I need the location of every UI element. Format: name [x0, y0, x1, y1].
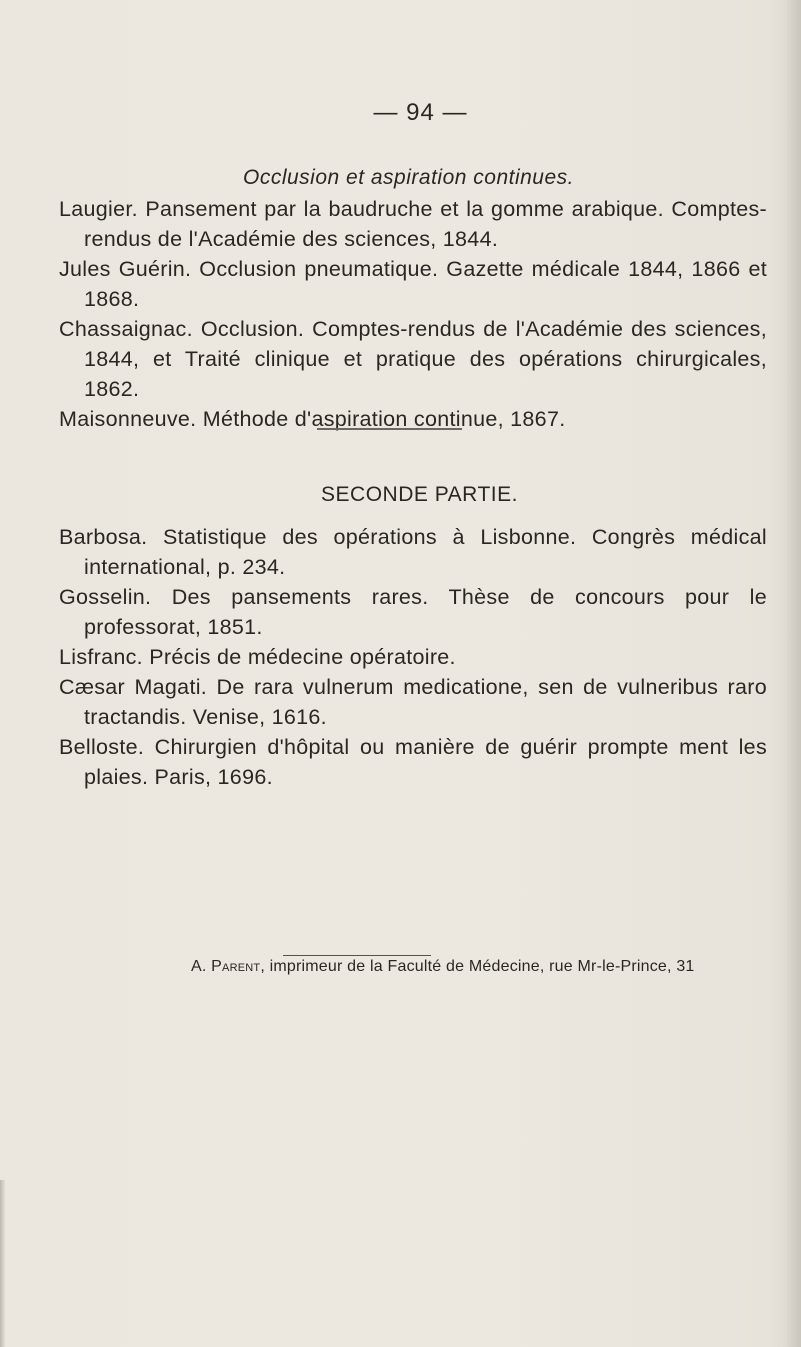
reference-entry: Chassaignac. Occlusion. Comptes-rendus de l'Académie des sciences, 1844, et Traité clinique et pratique des opérations chirurgicales, 1862.	[59, 317, 767, 401]
printer-address: imprimeur de la Faculté de Médecine, rue Mr-le-Prince, 31	[264, 958, 695, 975]
reference-list-part-two	[0, 522, 801, 792]
reference-entry: Barbosa. Statistique des opérations à Lisbonne. Congrès médical international, p. 234.	[59, 525, 767, 579]
reference-entry: Cæsar Magati. De rara vulnerum medicatione, sen de vulneribus raro tractandis. Venise, 1616.	[59, 675, 767, 729]
reference-entry: Belloste. Chirurgien d'hôpital ou manière de guérir prompte ment les plaies. Paris, 1696.	[59, 735, 767, 789]
reference-entry: Maisonneuve. Méthode d'aspiration continue, 1867.	[59, 407, 566, 431]
section-divider	[317, 428, 462, 430]
part-two-title: SECONDE PARTIE.	[321, 483, 518, 506]
reference-entry: Lisfranc. Précis de médecine opératoire.	[59, 645, 456, 669]
imprint-divider	[283, 955, 431, 956]
section-title: Occlusion et aspiration continues.	[242, 166, 574, 189]
page-number: — 94 —	[373, 99, 468, 126]
printer-name: A. Parent,	[191, 958, 265, 975]
printer-imprint	[191, 958, 791, 976]
page-left-edge	[0, 1180, 5, 1347]
reference-entry: Laugier. Pansement par la baudruche et la gomme arabique. Comptes-rendus de l'Académie des sciences, 1844.	[59, 197, 767, 251]
reference-list-occlusion	[0, 194, 801, 434]
reference-entry: Gosselin. Des pansements rares. Thèse de concours pour le professorat, 1851.	[59, 585, 767, 639]
reference-entry: Jules Guérin. Occlusion pneumatique. Gazette médicale 1844, 1866 et 1868.	[59, 257, 767, 311]
